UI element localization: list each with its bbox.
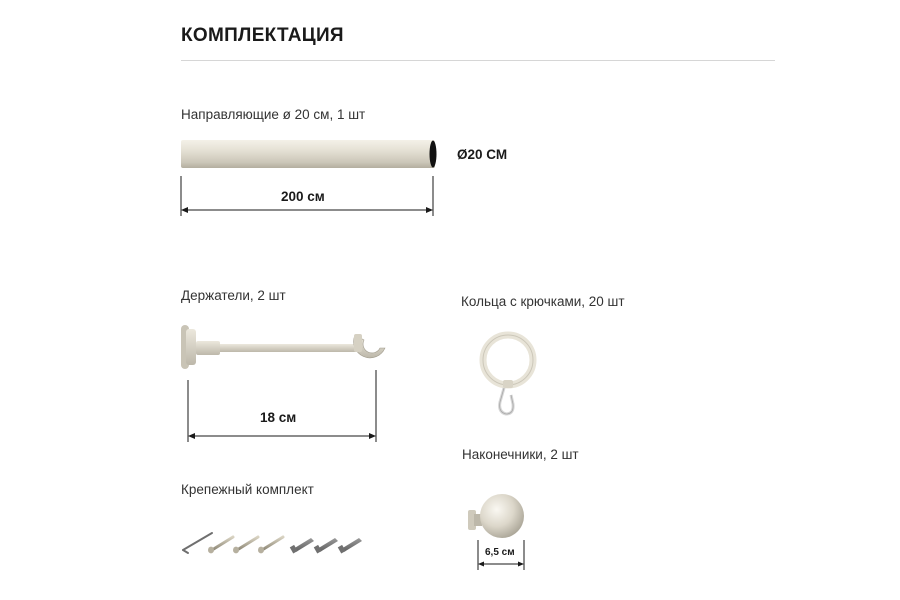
holders-length-label: 18 см — [260, 410, 297, 425]
wall-plug-icon — [290, 538, 314, 553]
rings-label: Кольца с крючками, 20 шт — [461, 294, 625, 309]
screw-icon — [233, 537, 258, 553]
holders-label: Держатели, 2 шт — [181, 288, 286, 303]
finials-label: Наконечники, 2 шт — [462, 447, 579, 462]
finial-size-label: 6,5 см — [485, 547, 515, 558]
screw-icon — [258, 537, 283, 553]
allen-key-icon — [183, 533, 212, 553]
mounting-kit — [183, 533, 362, 553]
screw-icon — [208, 537, 233, 553]
ring-with-hook — [483, 335, 533, 414]
rail-label: Направляющие ø 20 см, 1 шт — [181, 107, 366, 122]
holder-dimension-line — [188, 370, 376, 442]
holder-bracket — [181, 325, 385, 369]
rail-diameter-label: Ø20 СМ — [457, 147, 508, 162]
wall-plug-icon — [314, 538, 338, 553]
wall-plug-icon — [338, 538, 362, 553]
page-title: КОМПЛЕКТАЦИЯ — [181, 25, 344, 46]
rail-tube — [181, 140, 437, 168]
mounting-kit-label: Крепежный комплект — [181, 482, 314, 497]
rail-length-label: 200 см — [281, 189, 325, 204]
finial — [468, 494, 524, 538]
